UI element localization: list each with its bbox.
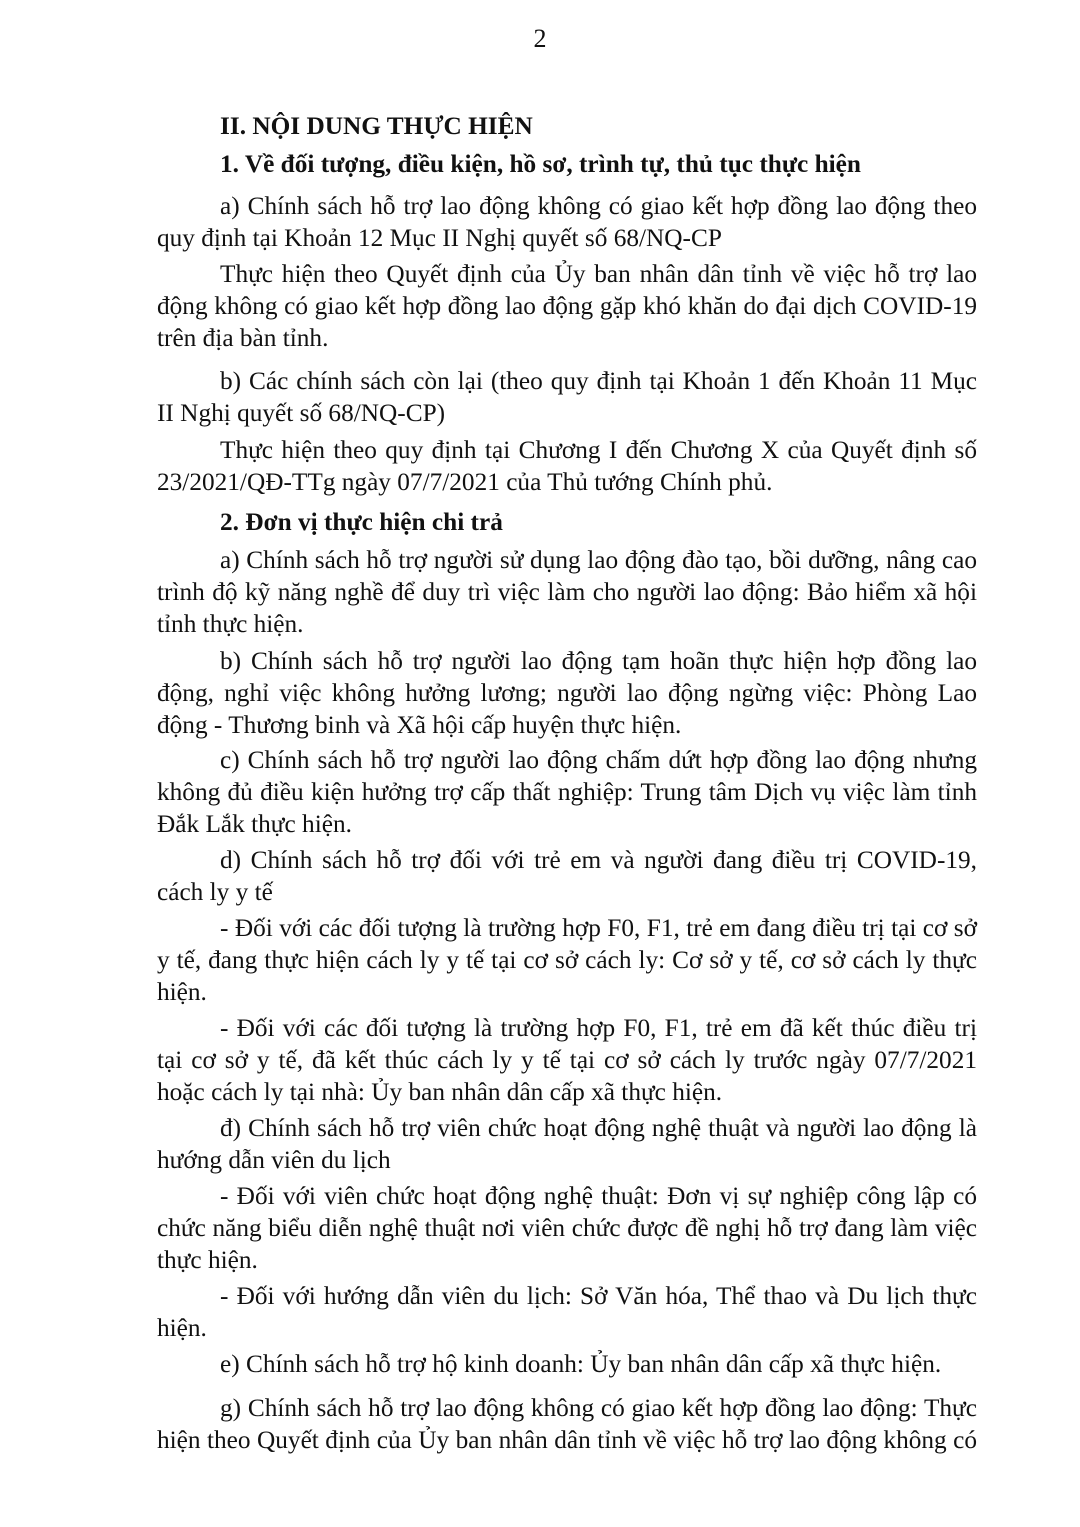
paragraph-line: b) Chính sách hỗ trợ người lao động tạm hoãn thực hiện hợp đồng lao bbox=[220, 647, 977, 675]
paragraph-line: - Đối với các đối tượng là trường hợp F0, F1, trẻ em đang điều trị tại cơ sở bbox=[220, 914, 977, 942]
paragraph-line: trình độ kỹ năng nghề để duy trì việc làm cho người lao động: Bảo hiểm xã hội bbox=[157, 578, 977, 606]
paragraph-line: a) Chính sách hỗ trợ người sử dụng lao động đào tạo, bồi dưỡng, nâng cao bbox=[220, 546, 977, 574]
paragraph-line: II Nghị quyết số 68/NQ-CP) bbox=[157, 399, 446, 427]
subsection-2-title: 2. Đơn vị thực hiện chi trả bbox=[220, 508, 503, 536]
paragraph-line: hiện. bbox=[157, 1314, 207, 1342]
paragraph-line: g) Chính sách hỗ trợ lao động không có giao kết hợp đồng lao động: Thực bbox=[220, 1394, 977, 1422]
paragraph-line: tại cơ sở y tế, đã kết thúc cách ly y tế tại cơ sở cách ly trước ngày 07/7/2021 bbox=[157, 1046, 977, 1074]
section-title: II. NỘI DUNG THỰC HIỆN bbox=[220, 112, 533, 140]
paragraph-line: Đắk Lắk thực hiện. bbox=[157, 810, 352, 838]
paragraph-line: thực hiện. bbox=[157, 1246, 258, 1274]
paragraph-line: 23/2021/QĐ-TTg ngày 07/7/2021 của Thủ tướng Chính phủ. bbox=[157, 468, 773, 496]
paragraph-line: động không có giao kết hợp đồng lao động gặp khó khăn do đại dịch COVID-19 bbox=[157, 292, 977, 320]
paragraph-line: e) Chính sách hỗ trợ hộ kinh doanh: Ủy ban nhân dân cấp xã thực hiện. bbox=[220, 1350, 942, 1378]
paragraph-line: hoặc cách ly tại nhà: Ủy ban nhân dân cấp xã thực hiện. bbox=[157, 1078, 723, 1106]
paragraph-line: Thực hiện theo quy định tại Chương I đến Chương X của Quyết định số bbox=[220, 436, 977, 464]
paragraph-line: - Đối với viên chức hoạt động nghệ thuật: Đơn vị sự nghiệp công lập có bbox=[220, 1182, 977, 1210]
paragraph-line: Thực hiện theo Quyết định của Ủy ban nhân dân tỉnh về việc hỗ trợ lao bbox=[220, 260, 977, 288]
paragraph-line: đ) Chính sách hỗ trợ viên chức hoạt động nghệ thuật và người lao động là bbox=[220, 1114, 977, 1142]
paragraph-line: hướng dẫn viên du lịch bbox=[157, 1146, 391, 1174]
paragraph-line: d) Chính sách hỗ trợ đối với trẻ em và người đang điều trị COVID-19, bbox=[220, 846, 977, 874]
page-number: 2 bbox=[533, 24, 547, 53]
subsection-1-title: 1. Về đối tượng, điều kiện, hồ sơ, trình tự, thủ tục thực hiện bbox=[220, 150, 861, 178]
paragraph-line: b) Các chính sách còn lại (theo quy định tại Khoản 1 đến Khoản 11 Mục bbox=[220, 367, 977, 395]
paragraph-line: động, nghỉ việc không hưởng lương; người lao động ngừng việc: Phòng Lao bbox=[157, 679, 977, 707]
paragraph-line: trên địa bàn tỉnh. bbox=[157, 324, 329, 352]
paragraph-line: động - Thương binh và Xã hội cấp huyện thực hiện. bbox=[157, 711, 682, 739]
paragraph-line: - Đối với các đối tượng là trường hợp F0, F1, trẻ em đã kết thúc điều trị bbox=[220, 1014, 977, 1042]
paragraph-line: c) Chính sách hỗ trợ người lao động chấm dứt hợp đồng lao động nhưng bbox=[220, 746, 977, 774]
paragraph-line: a) Chính sách hỗ trợ lao động không có giao kết hợp đồng lao động theo bbox=[220, 192, 977, 220]
paragraph-line: quy định tại Khoản 12 Mục II Nghị quyết số 68/NQ-CP bbox=[157, 224, 722, 252]
paragraph-line: chức năng biểu diễn nghệ thuật nơi viên chức được đề nghị hỗ trợ đang làm việc bbox=[157, 1214, 977, 1242]
paragraph-line: cách ly y tế bbox=[157, 878, 273, 906]
paragraph-line: tỉnh thực hiện. bbox=[157, 610, 304, 638]
paragraph-line: hiện theo Quyết định của Ủy ban nhân dân tỉnh về việc hỗ trợ lao động không có bbox=[157, 1426, 977, 1454]
paragraph-line: không đủ điều kiện hưởng trợ cấp thất nghiệp: Trung tâm Dịch vụ việc làm tỉnh bbox=[157, 778, 977, 806]
paragraph-line: - Đối với hướng dẫn viên du lịch: Sở Văn hóa, Thể thao và Du lịch thực bbox=[220, 1282, 977, 1310]
paragraph-line: y tế, đang thực hiện cách ly y tế tại cơ sở cách ly: Cơ sở y tế, cơ sở cách ly thực bbox=[157, 946, 977, 974]
paragraph-line: hiện. bbox=[157, 978, 207, 1006]
